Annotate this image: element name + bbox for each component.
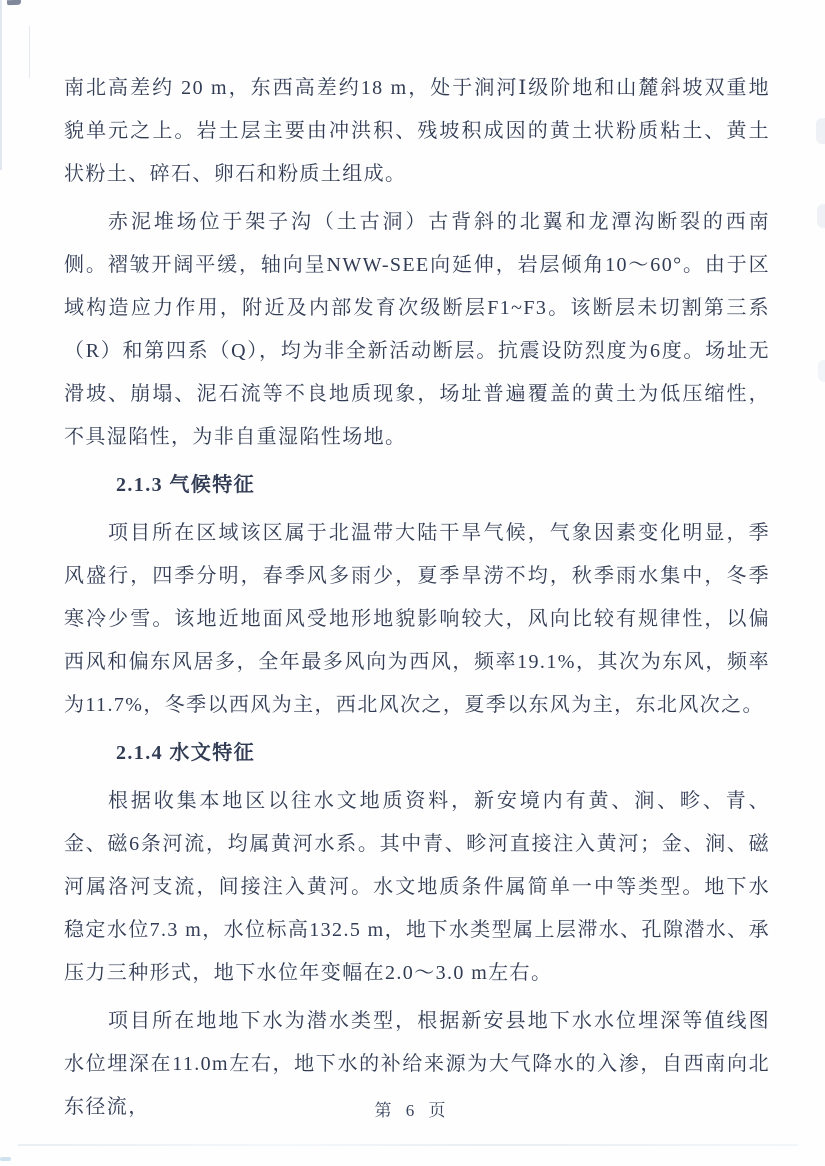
paragraph-climate-description: 项目所在区域该区属于北温带大陆干旱气候，气象因素变化明显，季风盛行，四季分明，春季风多雨少，夏季旱涝不均，秋季雨水集中，冬季寒冷少雪。该地近地面风受地形地貌影响较大，风向比较有规律性，以偏西风和偏东风居多，全年最多风向为西风，频率19.1%，其次为东风，频率为11.7%，冬季以西风为主，西北风次之，夏季以东风为主，东北风次之。 <box>64 522 770 716</box>
paragraph-groundwater-recharge: 项目所在地地下水为潜水类型，根据新安县地下水水位埋深等值线图水位埋深在11.0m左右，地下水的补给来源为大气降水的入渗，自西南向北东径流， <box>64 1010 770 1118</box>
paragraph-terrain-geology-continued: 南北高差约 20 m，东西高差约18 m，处于涧河Ⅰ级阶地和山麓斜坡双重地貌单元之上。岩土层主要由冲洪积、残坡积成因的黄土状粉质粘土、黄土状粉土、碎石、卵石和粉质土组成。 <box>64 77 770 185</box>
section-heading-hydrology: 2.1.4 水文特征 <box>116 742 255 764</box>
scan-edge-left <box>0 0 2 170</box>
scan-smudge-top-left <box>7 0 21 5</box>
scan-dash-bottom-left <box>0 1157 11 1161</box>
page-number: 第 6 页 <box>374 1101 451 1120</box>
scan-line-bottom <box>18 1144 798 1146</box>
scan-smudge-right-3 <box>818 360 825 382</box>
section-heading-climate: 2.1.3 气候特征 <box>116 474 255 496</box>
scan-smudge-right-2 <box>817 204 825 228</box>
paragraph-hydrology-rivers-groundwater: 根据收集本地区以往水文地质资料，新安境内有黄、涧、畛、青、金、磁6条河流，均属黄河水系。其中青、畛河直接注入黄河；金、涧、磁河属洛河支流，间接注入黄河。水文地质条件属简单一中等类型。地下水稳定水位7.3 m，水位标高132.5 m，地下水类型属上层滞水、孔隙潜水、承压力三种形式，地下水位年变幅在2.0～3.0 m左右。 <box>64 790 770 984</box>
scan-smudge-right-1 <box>816 118 825 144</box>
paragraph-red-mud-site-structure: 赤泥堆场位于架子沟（土古洞）古背斜的北翼和龙潭沟断裂的西南侧。褶皱开阔平缓，轴向呈NWW-SEE向延伸，岩层倾角10～60°。由于区域构造应力作用，附近及内部发育次级断层F1~F3。该断层未切割第三系（R）和第四系（Q），均为非全新活动断层。抗震设防烈度为6度。场址无滑坡、崩塌、泥石流等不良地质现象，场址普遍覆盖的黄土为低压缩性，不具湿陷性，为非自重湿陷性场地。 <box>64 211 770 448</box>
document-body <box>64 67 770 1134</box>
scan-line-left <box>29 26 30 78</box>
